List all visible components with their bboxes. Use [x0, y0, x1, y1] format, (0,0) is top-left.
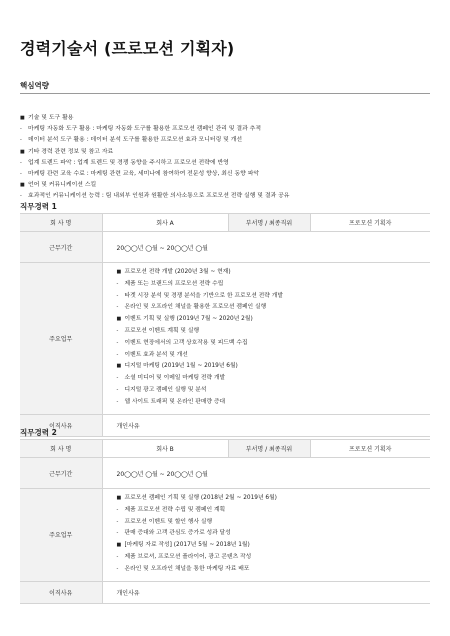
dept-label: 부서명 / 최종직위 — [228, 214, 310, 232]
job1-heading: 직무경력 1 — [20, 202, 57, 211]
period-value: 20◯◯년 ◯월 ~ 20◯◯년 ◯월 — [102, 458, 430, 489]
duties-label: 주요업무 — [20, 489, 102, 582]
period-label: 근무기간 — [20, 458, 102, 489]
duty-item: - 제품 브로셔, 프로모션 플라이어, 광고 콘텐츠 작성 — [116, 553, 252, 560]
duty-item: - 소셜 미디어 및 이메일 마케팅 전략 개발 — [116, 375, 226, 382]
reason-label: 이직사유 — [20, 581, 102, 603]
dept-label: 부서명 / 최종직위 — [228, 440, 310, 458]
company-value: 회사 A — [102, 214, 228, 232]
core-competency-list — [20, 113, 430, 203]
job2-heading: 직무경력 2 — [20, 428, 57, 437]
duty-item: ■ 프로모션 캠페인 기획 및 실행 (2018년 2월 ~ 2019년 6월) — [116, 495, 277, 501]
job1-table — [20, 213, 430, 437]
period-label: 근무기간 — [20, 232, 102, 263]
reason-label: 이직사유 — [20, 414, 102, 436]
job2-table — [20, 439, 430, 604]
duty-item: ■ [마케팅 자료 작성] (2017년 5월 ~ 2018년 1월) — [116, 542, 250, 549]
duty-item: - 이벤트 효과 분석 및 개선 — [116, 351, 188, 358]
duty-item: - 프로모션 이벤트 계획 및 실행 — [116, 327, 200, 334]
duty-item: - 온라인 및 오프라인 채널을 통한 마케팅 자료 배포 — [116, 565, 250, 572]
competency-item: - 효과적인 커뮤니케이션 능력 : 팀 내외부 인원과 원활한 의사소통으로 프로모션 전략 실행 및 결과 공유 — [20, 193, 290, 200]
core-competency-divider — [20, 93, 430, 94]
competency-item: - 마케팅 관련 교육 수료 : 마케팅 관련 교육, 세미나에 참여하여 전문성 향상, 최신 동향 파악 — [20, 171, 260, 178]
duty-item: - 웹 사이트 트래픽 및 온라인 판매량 증대 — [116, 398, 226, 405]
position-value: 프로모션 기획자 — [310, 440, 430, 458]
duty-item: - 제품 프로모션 전략 수립 및 캠페인 계획 — [116, 506, 226, 513]
duty-item: - 제품 또는 브랜드의 프로모션 전략 수립 — [116, 280, 224, 287]
duty-item: ■ 디지털 마케팅 (2019년 1월 ~ 2019년 6월) — [116, 363, 238, 370]
duty-item: ■ 이벤트 기획 및 실행 (2019년 7월 ~ 2020년 2월) — [116, 316, 253, 323]
competency-item: ■ 기술 및 도구 활용 — [20, 115, 74, 121]
duty-item: - 디지털 광고 캠페인 실행 및 분석 — [116, 386, 207, 393]
page-title: 경력기술서 (프로모션 기획자) — [20, 39, 235, 58]
duty-item: ■ 프로모션 전략 개발 (2020년 3월 ~ 현재) — [116, 269, 231, 275]
duty-item: - 이벤트 현장에서의 고객 상호작용 및 피드백 수집 — [116, 339, 248, 346]
company-value: 회사 B — [102, 440, 228, 458]
position-value: 프로모션 기획자 — [310, 214, 430, 232]
company-label: 회 사 명 — [20, 214, 102, 232]
duty-item: - 프로모션 이벤트 및 할인 행사 실행 — [116, 518, 213, 525]
company-label: 회 사 명 — [20, 440, 102, 458]
duties-label: 주요업무 — [20, 263, 102, 415]
competency-item: - 업계 트렌드 파악 : 업계 트렌드 및 경쟁 동향을 주시하고 프로모션 전략에 반영 — [20, 159, 229, 166]
duty-item: - 타겟 시장 분석 및 경쟁 분석을 기반으로 한 프로모션 전략 개발 — [116, 292, 283, 299]
reason-value: 개인사유 — [102, 414, 430, 436]
competency-item: ■ 언어 및 커뮤니케이션 스킬 — [20, 182, 97, 189]
competency-item: - 마케팅 자동화 도구 활용 : 마케팅 자동화 도구를 활용한 프로모션 캠페인 관리 및 결과 추적 — [20, 126, 262, 133]
competency-item: - 데이터 분석 도구 활용 : 데이터 분석 도구를 활용한 프로모션 효과 모니터링 및 개선 — [20, 137, 243, 144]
core-competency-heading: 핵심역량 — [20, 81, 49, 90]
competency-item: ■ 기타 경력 관련 정보 및 참고 자료 — [20, 148, 114, 155]
reason-value: 개인사유 — [102, 581, 430, 603]
period-value: 20◯◯년 ◯월 ~ 20◯◯년 ◯월 — [102, 232, 430, 263]
duty-item: - 온라인 및 오프라인 채널을 활용한 프로모션 캠페인 실행 — [116, 304, 267, 311]
duties-list — [102, 263, 430, 415]
duty-item: - 판매 증대와 고객 관심도 증가로 성과 달성 — [116, 530, 231, 537]
duties-list — [102, 489, 430, 582]
